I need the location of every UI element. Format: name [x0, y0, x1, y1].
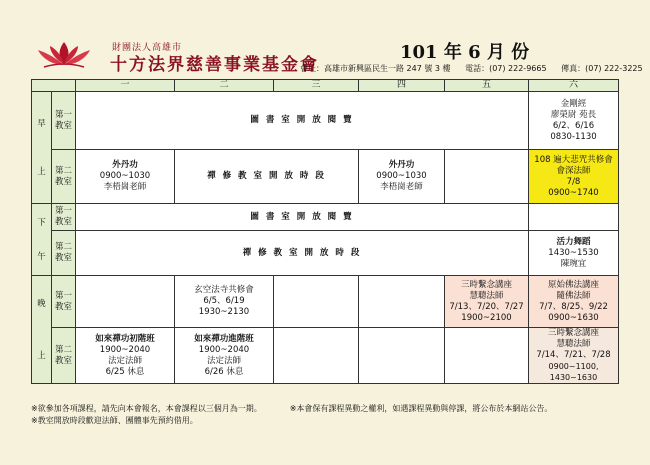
org-prefix: 財團法人高雄市	[112, 43, 183, 53]
org-name: 十方法界慈善事業基金會	[110, 55, 319, 75]
footnote-text: ※欲參加各項課程，請先向本會報名，本會課程以三個月為一期。	[31, 404, 262, 413]
highlight-class-cell: 三時繫念講座 慧聰法師 7/14、7/21、7/28 0900~1100, 1430~1630	[529, 328, 619, 384]
empty-cell	[359, 328, 445, 384]
class-cell: 外丹功 0900~1030 李梧崗老師	[76, 150, 175, 204]
weekday-header: 四	[359, 80, 445, 92]
period-evening-cell	[32, 276, 52, 384]
footnotes	[31, 403, 552, 427]
period-afternoon-cell	[32, 204, 52, 276]
empty-cell	[274, 328, 359, 384]
class-cell: 如來禪功進階班 1900~2040 法定法師 6/26 休息	[175, 328, 274, 384]
fax-text: 傳真：(07) 222-3225	[561, 64, 643, 73]
class-cell: 活力舞蹈 1430~1530 陳琬宜	[529, 231, 619, 276]
phone-text: 電話：(07) 222-9665	[465, 64, 547, 73]
class-cell: 如來禪功初階班 1900~2040 法定法師 6/25 休息	[76, 328, 175, 384]
empty-cell	[76, 276, 175, 328]
highlight-class-cell: 三時繫念講座 慧聰法師 7/13、7/20、7/27 1900~2100	[445, 276, 529, 328]
table-row	[32, 92, 619, 150]
table-row	[32, 204, 619, 231]
meditation-open-cell: 禪 修 教 室 開 放 時 段	[175, 150, 359, 204]
library-open-cell: 圖 書 室 開 放 閱 覽	[76, 92, 529, 150]
period-label: 午	[37, 251, 46, 262]
lotus-logo-icon	[34, 40, 94, 68]
empty-cell	[529, 204, 619, 231]
class-cell: 金剛經 廖榮尉 苑長 6/2、6/16 0830-1130	[529, 92, 619, 150]
weekday-header: 三	[274, 80, 359, 92]
class-cell: 玄空法寺共修會 6/5、6/19 1930~2130	[175, 276, 274, 328]
footnote-text: ※教室開放時段歡迎法師、團體事先預約借用。	[31, 416, 198, 425]
period-label: 上	[37, 166, 46, 177]
empty-cell	[445, 328, 529, 384]
weekday-header: 一	[76, 80, 175, 92]
weekday-header-row	[32, 80, 619, 92]
contact-info	[300, 63, 650, 74]
table-row	[32, 328, 619, 384]
highlight-class-cell: 108 遍大悲咒共修會 會深法師 7/8 0900~1740	[529, 150, 619, 204]
weekday-header: 五	[445, 80, 529, 92]
period-label: 早	[37, 118, 46, 129]
class-cell: 外丹功 0900~1030 李梧崗老師	[359, 150, 445, 204]
highlight-class-cell: 原始佛法講座 隨佛法師 7/7、8/25、9/22 0900~1630	[529, 276, 619, 328]
table-row	[32, 150, 619, 204]
empty-cell	[274, 276, 359, 328]
empty-cell	[445, 150, 529, 204]
library-open-cell: 圖 書 室 開 放 閱 覽	[76, 204, 529, 231]
table-row	[32, 276, 619, 328]
weekday-header: 六	[529, 80, 619, 92]
footnote-text: ※本會保有課程異動之權利，如遇課程異動與停課，將公布於本網站公告。	[289, 404, 553, 413]
corner-cell	[32, 80, 76, 92]
room-label: 第一 教室	[52, 204, 76, 231]
room-label: 第一 教室	[52, 276, 76, 328]
address-text: 會址：高雄市新興區民生一路 247 號 3 樓	[300, 64, 451, 73]
table-row	[32, 231, 619, 276]
room-label: 第二 教室	[52, 150, 76, 204]
page-title: 101 年 6 月 份	[400, 42, 530, 63]
room-label: 第二 教室	[52, 231, 76, 276]
period-morning-cell	[32, 92, 52, 204]
empty-cell	[359, 276, 445, 328]
period-label: 上	[37, 350, 46, 361]
schedule-table	[31, 79, 619, 384]
period-label: 下	[37, 217, 46, 228]
meditation-open-cell: 禪 修 教 室 開 放 時 段	[76, 231, 529, 276]
room-label: 第二 教室	[52, 328, 76, 384]
room-label: 第一 教室	[52, 92, 76, 150]
period-label: 晚	[37, 298, 46, 309]
weekday-header: 二	[175, 80, 274, 92]
